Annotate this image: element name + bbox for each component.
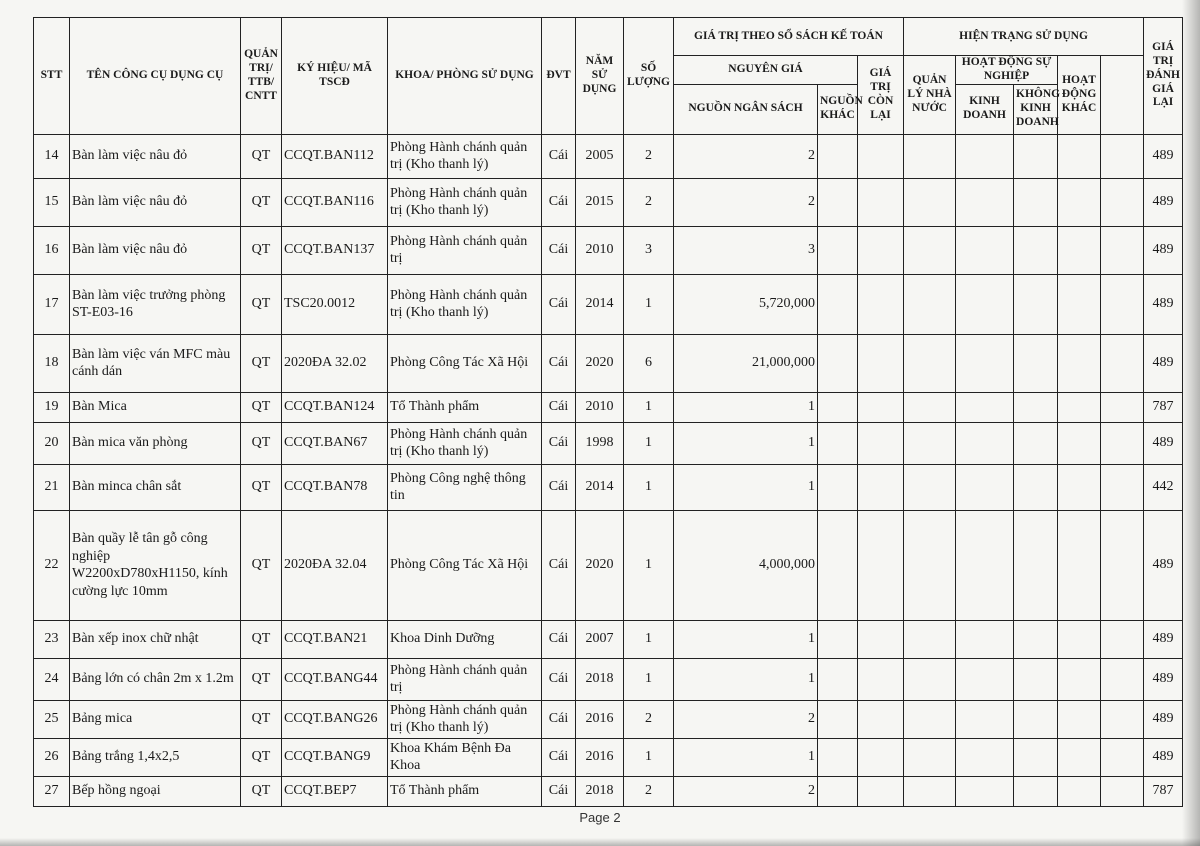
- row-unit: Cái: [542, 226, 576, 274]
- row-management: QT: [241, 658, 282, 700]
- row-proposal-number: 489: [1144, 226, 1183, 274]
- header-remaining-value: GIÁ TRỊ CÒN LẠI: [858, 56, 904, 135]
- row-non-business: [1014, 464, 1058, 510]
- row-year: 2018: [576, 776, 624, 806]
- row-state-management: [904, 620, 956, 658]
- row-unit: Cái: [542, 134, 576, 178]
- row-non-business: [1014, 700, 1058, 738]
- row-state-budget: 5,720,000: [674, 274, 818, 334]
- row-other-activity: [1058, 392, 1101, 422]
- row-other-source: [818, 738, 858, 776]
- row-management: QT: [241, 178, 282, 226]
- row-department: Phòng Công nghệ thông tin: [388, 464, 542, 510]
- row-tool-name: Bàn mica văn phòng: [70, 422, 241, 464]
- row-business: [956, 178, 1014, 226]
- row-proposal-number: 489: [1144, 334, 1183, 392]
- row-other-source: [818, 700, 858, 738]
- row-stt: 16: [34, 226, 70, 274]
- row-revalued-value: [1101, 178, 1144, 226]
- scan-shadow-bottom: [0, 838, 1200, 846]
- table-row: [34, 620, 1183, 658]
- row-non-business: [1014, 620, 1058, 658]
- row-revalued-value: [1101, 510, 1144, 620]
- table-row: [34, 658, 1183, 700]
- row-year: 2010: [576, 392, 624, 422]
- row-department: Phòng Hành chánh quản trị: [388, 658, 542, 700]
- row-remaining-value: [858, 422, 904, 464]
- row-business: [956, 274, 1014, 334]
- table-row: [34, 178, 1183, 226]
- row-unit: Cái: [542, 776, 576, 806]
- row-state-budget: 1: [674, 658, 818, 700]
- row-management: QT: [241, 464, 282, 510]
- row-other-activity: [1058, 334, 1101, 392]
- row-other-activity: [1058, 510, 1101, 620]
- row-proposal-number: 489: [1144, 422, 1183, 464]
- row-stt: 23: [34, 620, 70, 658]
- row-management: QT: [241, 776, 282, 806]
- row-department: Phòng Hành chánh quản trị (Kho thanh lý): [388, 422, 542, 464]
- row-asset-code: 2020ĐA 32.02: [282, 334, 388, 392]
- header-department: KHOA/ PHÒNG SỬ DỤNG: [388, 18, 542, 135]
- row-tool-name: Bàn làm việc nâu đỏ: [70, 226, 241, 274]
- row-quantity: 1: [624, 658, 674, 700]
- row-proposal-number: 489: [1144, 738, 1183, 776]
- table-row: [34, 700, 1183, 738]
- header-other-source: NGUỒN KHÁC: [818, 84, 858, 134]
- row-other-source: [818, 620, 858, 658]
- row-unit: Cái: [542, 464, 576, 510]
- row-tool-name: Bàn làm việc ván MFC màu cánh dán: [70, 334, 241, 392]
- row-unit: Cái: [542, 620, 576, 658]
- row-management: QT: [241, 700, 282, 738]
- table-row: [34, 334, 1183, 392]
- row-proposal-number: 442: [1144, 464, 1183, 510]
- row-business: [956, 334, 1014, 392]
- row-revalued-value: [1101, 658, 1144, 700]
- header-state-management: QUẢN LÝ NHÀ NƯỚC: [904, 56, 956, 135]
- row-asset-code: CCQT.BANG44: [282, 658, 388, 700]
- row-stt: 14: [34, 134, 70, 178]
- row-revalued-value: [1101, 776, 1144, 806]
- row-stt: 27: [34, 776, 70, 806]
- row-other-activity: [1058, 620, 1101, 658]
- row-management: QT: [241, 334, 282, 392]
- row-tool-name: Bàn làm việc nâu đỏ: [70, 178, 241, 226]
- row-state-budget: 1: [674, 464, 818, 510]
- row-stt: 25: [34, 700, 70, 738]
- row-non-business: [1014, 422, 1058, 464]
- row-remaining-value: [858, 700, 904, 738]
- row-state-budget: 21,000,000: [674, 334, 818, 392]
- row-non-business: [1014, 658, 1058, 700]
- header-quantity: SỐ LƯỢNG: [624, 18, 674, 135]
- row-department: Phòng Hành chánh quản trị (Kho thanh lý): [388, 178, 542, 226]
- row-quantity: 3: [624, 226, 674, 274]
- row-non-business: [1014, 178, 1058, 226]
- row-revalued-value: [1101, 738, 1144, 776]
- row-unit: Cái: [542, 700, 576, 738]
- row-year: 2016: [576, 700, 624, 738]
- row-stt: 22: [34, 510, 70, 620]
- row-quantity: 1: [624, 620, 674, 658]
- row-other-source: [818, 464, 858, 510]
- row-business: [956, 776, 1014, 806]
- row-quantity: 1: [624, 274, 674, 334]
- row-department: Tổ Thành phẩm: [388, 776, 542, 806]
- row-remaining-value: [858, 226, 904, 274]
- row-remaining-value: [858, 464, 904, 510]
- row-tool-name: Bàn quầy lễ tân gỗ công nghiệp W2200xD780xH1150, kính cường lực 10mm: [70, 510, 241, 620]
- row-asset-code: CCQT.BAN112: [282, 134, 388, 178]
- row-non-business: [1014, 738, 1058, 776]
- row-year: 2018: [576, 658, 624, 700]
- page-number: Page 2: [579, 810, 621, 825]
- row-quantity: 2: [624, 700, 674, 738]
- row-non-business: [1014, 226, 1058, 274]
- row-state-budget: 4,000,000: [674, 510, 818, 620]
- asset-inventory-table: [33, 17, 1183, 807]
- row-non-business: [1014, 334, 1058, 392]
- row-state-management: [904, 700, 956, 738]
- row-state-management: [904, 134, 956, 178]
- row-other-source: [818, 422, 858, 464]
- row-remaining-value: [858, 178, 904, 226]
- row-tool-name: Bảng mica: [70, 700, 241, 738]
- row-revalued-value: [1101, 274, 1144, 334]
- row-tool-name: Bàn minca chân sắt: [70, 464, 241, 510]
- row-asset-code: CCQT.BAN137: [282, 226, 388, 274]
- row-other-activity: [1058, 226, 1101, 274]
- row-management: QT: [241, 620, 282, 658]
- row-stt: 21: [34, 464, 70, 510]
- row-quantity: 2: [624, 134, 674, 178]
- table-row: [34, 392, 1183, 422]
- table-row: [34, 776, 1183, 806]
- row-business: [956, 620, 1014, 658]
- row-other-activity: [1058, 700, 1101, 738]
- table-row: [34, 422, 1183, 464]
- row-state-management: [904, 226, 956, 274]
- row-other-activity: [1058, 178, 1101, 226]
- row-tool-name: Bàn xếp inox chữ nhật: [70, 620, 241, 658]
- row-state-management: [904, 392, 956, 422]
- row-state-budget: 2: [674, 700, 818, 738]
- row-unit: Cái: [542, 392, 576, 422]
- row-tool-name: Bảng lớn có chân 2m x 1.2m: [70, 658, 241, 700]
- row-state-management: [904, 334, 956, 392]
- row-year: 2015: [576, 178, 624, 226]
- row-quantity: 1: [624, 392, 674, 422]
- row-asset-code: CCQT.BANG9: [282, 738, 388, 776]
- row-state-management: [904, 510, 956, 620]
- table-row: [34, 464, 1183, 510]
- row-management: QT: [241, 392, 282, 422]
- header-asset-code: KÝ HIỆU/ MÃ TSCĐ: [282, 18, 388, 135]
- scan-shadow-edge: [1182, 0, 1200, 846]
- row-proposal-number: 489: [1144, 620, 1183, 658]
- header-state-budget: NGUỒN NGÂN SÁCH: [674, 84, 818, 134]
- row-other-activity: [1058, 464, 1101, 510]
- row-asset-code: CCQT.BAN78: [282, 464, 388, 510]
- row-year: 2014: [576, 464, 624, 510]
- row-remaining-value: [858, 134, 904, 178]
- row-asset-code: 2020ĐA 32.04: [282, 510, 388, 620]
- table-row: [34, 274, 1183, 334]
- row-business: [956, 422, 1014, 464]
- row-state-budget: 3: [674, 226, 818, 274]
- header-stt: STT: [34, 18, 70, 135]
- row-revalued-value: [1101, 226, 1144, 274]
- header-book-value: GIÁ TRỊ THEO SỔ SÁCH KẾ TOÁN: [674, 18, 904, 56]
- row-management: QT: [241, 510, 282, 620]
- row-state-budget: 2: [674, 178, 818, 226]
- row-revalued-value: [1101, 134, 1144, 178]
- row-tool-name: Bàn làm việc trưởng phòng ST-E03-16: [70, 274, 241, 334]
- row-year: 2020: [576, 510, 624, 620]
- row-year: 2005: [576, 134, 624, 178]
- row-proposal-number: 489: [1144, 274, 1183, 334]
- row-business: [956, 658, 1014, 700]
- row-tool-name: Bàn Mica: [70, 392, 241, 422]
- row-management: QT: [241, 738, 282, 776]
- row-unit: Cái: [542, 178, 576, 226]
- row-other-source: [818, 392, 858, 422]
- row-unit: Cái: [542, 274, 576, 334]
- row-remaining-value: [858, 274, 904, 334]
- row-revalued-value: [1101, 422, 1144, 464]
- row-asset-code: CCQT.BAN21: [282, 620, 388, 658]
- row-management: QT: [241, 274, 282, 334]
- row-business: [956, 738, 1014, 776]
- row-business: [956, 134, 1014, 178]
- row-stt: 18: [34, 334, 70, 392]
- row-department: Phòng Hành chánh quản trị (Kho thanh lý): [388, 134, 542, 178]
- row-state-management: [904, 738, 956, 776]
- row-quantity: 1: [624, 422, 674, 464]
- row-other-activity: [1058, 134, 1101, 178]
- row-management: QT: [241, 226, 282, 274]
- row-stt: 24: [34, 658, 70, 700]
- header-public-service: HOẠT ĐỘNG SỰ NGHIỆP: [956, 56, 1058, 85]
- row-quantity: 1: [624, 510, 674, 620]
- row-revalued-value: [1101, 620, 1144, 658]
- row-revalued-value: [1101, 334, 1144, 392]
- row-stt: 26: [34, 738, 70, 776]
- row-state-management: [904, 658, 956, 700]
- row-other-activity: [1058, 776, 1101, 806]
- row-non-business: [1014, 510, 1058, 620]
- row-quantity: 1: [624, 464, 674, 510]
- row-proposal-number: 787: [1144, 776, 1183, 806]
- header-management: QUẢN TRỊ/ TTB/ CNTT: [241, 18, 282, 135]
- row-non-business: [1014, 776, 1058, 806]
- row-unit: Cái: [542, 422, 576, 464]
- row-unit: Cái: [542, 334, 576, 392]
- row-proposal-number: 787: [1144, 392, 1183, 422]
- row-other-source: [818, 134, 858, 178]
- row-state-budget: 1: [674, 738, 818, 776]
- row-business: [956, 510, 1014, 620]
- header-tool-name: TÊN CÔNG CỤ DỤNG CỤ: [70, 18, 241, 135]
- table-row: [34, 510, 1183, 620]
- row-revalued-value: [1101, 392, 1144, 422]
- row-remaining-value: [858, 510, 904, 620]
- row-state-management: [904, 178, 956, 226]
- row-department: Khoa Khám Bệnh Đa Khoa: [388, 738, 542, 776]
- row-year: 2014: [576, 274, 624, 334]
- header-non-business: KHÔNG KINH DOANH: [1014, 84, 1058, 134]
- row-other-source: [818, 178, 858, 226]
- row-business: [956, 226, 1014, 274]
- row-proposal-number: 489: [1144, 178, 1183, 226]
- row-remaining-value: [858, 776, 904, 806]
- row-remaining-value: [858, 620, 904, 658]
- row-asset-code: CCQT.BEP7: [282, 776, 388, 806]
- row-business: [956, 392, 1014, 422]
- row-year: 2007: [576, 620, 624, 658]
- row-other-source: [818, 274, 858, 334]
- row-state-management: [904, 274, 956, 334]
- header-other-activity: HOẠT ĐỘNG KHÁC: [1058, 56, 1101, 135]
- row-other-activity: [1058, 738, 1101, 776]
- row-department: Phòng Công Tác Xã Hội: [388, 510, 542, 620]
- row-stt: 15: [34, 178, 70, 226]
- row-proposal-number: 489: [1144, 658, 1183, 700]
- row-year: 2020: [576, 334, 624, 392]
- row-state-budget: 1: [674, 422, 818, 464]
- row-asset-code: CCQT.BAN124: [282, 392, 388, 422]
- row-other-activity: [1058, 658, 1101, 700]
- row-state-budget: 2: [674, 134, 818, 178]
- row-stt: 20: [34, 422, 70, 464]
- row-asset-code: CCQT.BAN116: [282, 178, 388, 226]
- row-unit: Cái: [542, 738, 576, 776]
- row-non-business: [1014, 274, 1058, 334]
- header-usage-status: HIỆN TRẠNG SỬ DỤNG: [904, 18, 1144, 56]
- row-year: 2010: [576, 226, 624, 274]
- row-other-source: [818, 776, 858, 806]
- row-quantity: 1: [624, 738, 674, 776]
- row-asset-code: CCQT.BAN67: [282, 422, 388, 464]
- row-other-source: [818, 510, 858, 620]
- row-department: Khoa Dinh Dưỡng: [388, 620, 542, 658]
- row-business: [956, 464, 1014, 510]
- row-remaining-value: [858, 334, 904, 392]
- row-state-management: [904, 422, 956, 464]
- row-tool-name: Bảng trắng 1,4x2,5: [70, 738, 241, 776]
- row-non-business: [1014, 392, 1058, 422]
- row-asset-code: TSC20.0012: [282, 274, 388, 334]
- row-other-activity: [1058, 274, 1101, 334]
- row-state-management: [904, 776, 956, 806]
- row-department: Phòng Hành chánh quản trị (Kho thanh lý): [388, 700, 542, 738]
- row-state-budget: 2: [674, 776, 818, 806]
- header-year: NĂM SỬ DỤNG: [576, 18, 624, 135]
- row-state-budget: 1: [674, 392, 818, 422]
- row-department: Tổ Thành phẩm: [388, 392, 542, 422]
- row-proposal-number: 489: [1144, 134, 1183, 178]
- row-department: Phòng Công Tác Xã Hội: [388, 334, 542, 392]
- header-business: KINH DOANH: [956, 84, 1014, 134]
- row-unit: Cái: [542, 658, 576, 700]
- row-business: [956, 700, 1014, 738]
- row-management: QT: [241, 134, 282, 178]
- row-other-activity: [1058, 422, 1101, 464]
- row-quantity: 2: [624, 776, 674, 806]
- row-state-budget: 1: [674, 620, 818, 658]
- row-stt: 17: [34, 274, 70, 334]
- header-revalued-value: GIÁ TRỊ ĐÁNH GIÁ LẠI: [1144, 18, 1183, 135]
- header-unit: ĐVT: [542, 18, 576, 135]
- row-state-management: [904, 464, 956, 510]
- row-proposal-number: 489: [1144, 700, 1183, 738]
- row-other-source: [818, 226, 858, 274]
- row-tool-name: Bếp hồng ngoại: [70, 776, 241, 806]
- row-quantity: 6: [624, 334, 674, 392]
- row-remaining-value: [858, 738, 904, 776]
- row-other-source: [818, 658, 858, 700]
- row-remaining-value: [858, 658, 904, 700]
- row-other-source: [818, 334, 858, 392]
- row-revalued-value: [1101, 700, 1144, 738]
- table-row: [34, 134, 1183, 178]
- row-asset-code: CCQT.BANG26: [282, 700, 388, 738]
- row-quantity: 2: [624, 178, 674, 226]
- header-original-price: NGUYÊN GIÁ: [674, 56, 858, 85]
- row-management: QT: [241, 422, 282, 464]
- row-department: Phòng Hành chánh quản trị: [388, 226, 542, 274]
- table-row: [34, 226, 1183, 274]
- row-proposal-number: 489: [1144, 510, 1183, 620]
- row-tool-name: Bàn làm việc nâu đỏ: [70, 134, 241, 178]
- row-year: 1998: [576, 422, 624, 464]
- row-remaining-value: [858, 392, 904, 422]
- row-unit: Cái: [542, 510, 576, 620]
- table-row: [34, 738, 1183, 776]
- row-non-business: [1014, 134, 1058, 178]
- row-stt: 19: [34, 392, 70, 422]
- row-year: 2016: [576, 738, 624, 776]
- row-revalued-value: [1101, 464, 1144, 510]
- row-department: Phòng Hành chánh quản trị (Kho thanh lý): [388, 274, 542, 334]
